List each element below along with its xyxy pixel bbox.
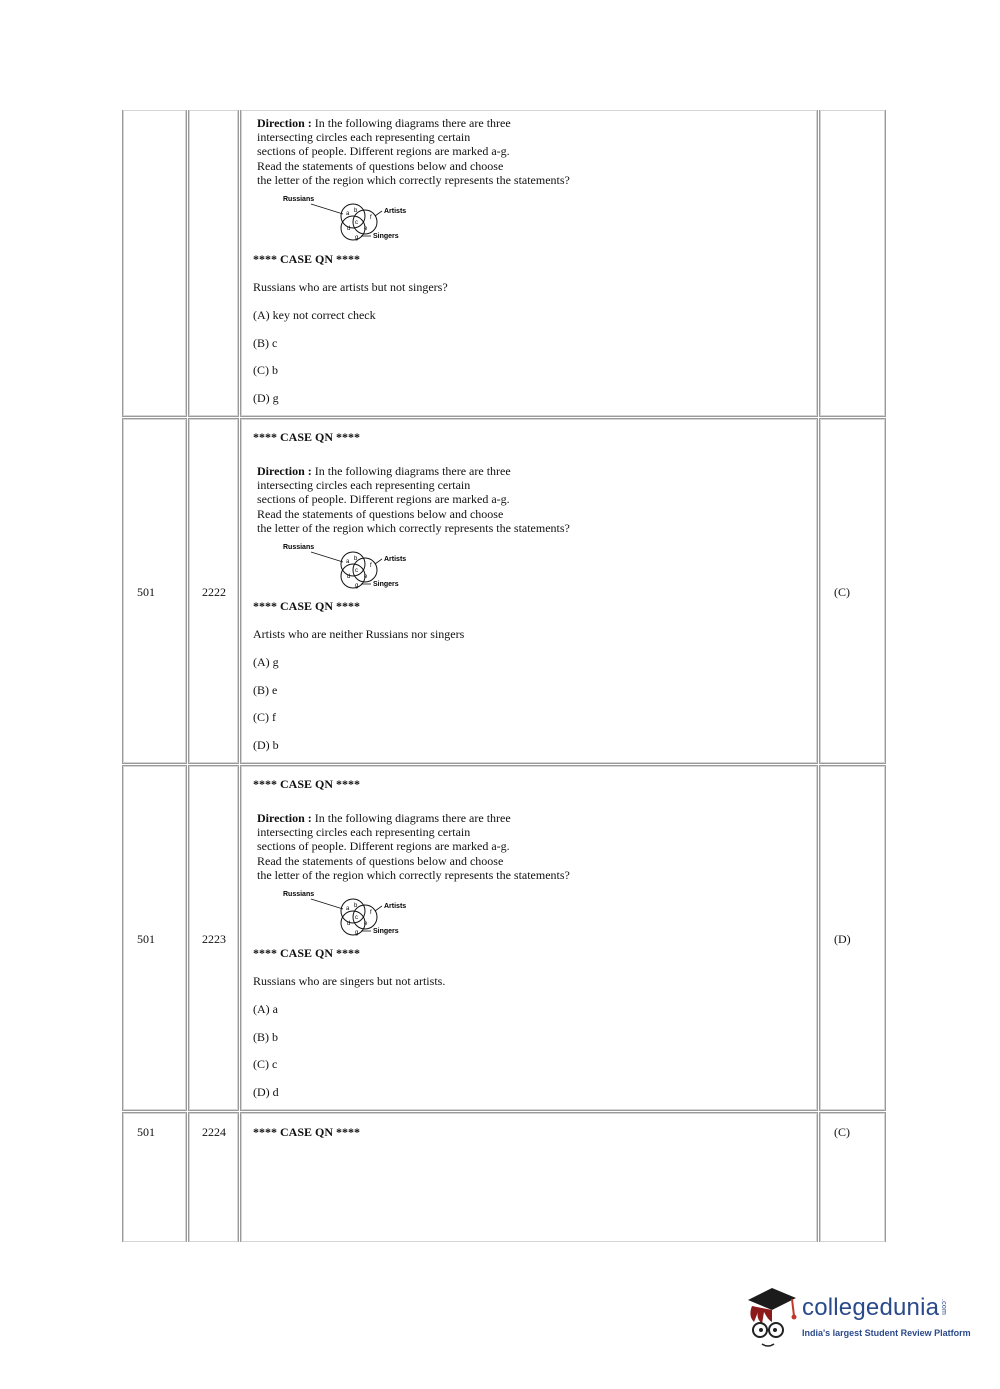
subject-code-cell	[122, 1112, 187, 1242]
svg-text:g: g	[355, 930, 359, 936]
svg-text:a: a	[346, 906, 350, 912]
question-number: 2224	[202, 1125, 226, 1139]
venn-label-artists: Artists	[384, 903, 407, 910]
case-marker: **** CASE QN ****	[253, 1125, 361, 1139]
mascot-icon	[742, 1282, 800, 1354]
question-row	[122, 1112, 886, 1242]
venn-label-artists: Artists	[384, 556, 407, 563]
collegedunia-logo	[742, 1282, 972, 1354]
question-text: Russians who are artists but not singers?	[253, 280, 448, 294]
svg-text:b: b	[354, 903, 358, 909]
option-a: (A) g	[253, 655, 279, 669]
venn-label-singers: Singers	[373, 581, 399, 588]
venn-label-russians: Russians	[283, 544, 315, 551]
question-number-cell	[188, 765, 239, 1111]
venn-diagram	[281, 192, 421, 252]
svg-text:b: b	[354, 556, 358, 562]
subject-code-cell	[122, 765, 187, 1111]
question-text: Artists who are neither Russians nor singers	[253, 627, 465, 641]
question-text: Russians who are singers but not artists.	[253, 974, 446, 988]
venn-diagram	[281, 540, 421, 600]
subject-code: 501	[137, 585, 155, 599]
svg-text:a: a	[346, 559, 350, 565]
question-number: 2223	[202, 932, 226, 946]
svg-text:e: e	[364, 226, 368, 232]
svg-text:f: f	[370, 563, 372, 569]
case-marker: **** CASE QN ****	[253, 777, 361, 791]
venn-label-artists: Artists	[384, 208, 407, 215]
question-row	[122, 418, 886, 764]
svg-text:a: a	[346, 211, 350, 217]
answer-key: (C)	[834, 585, 850, 599]
svg-text:b: b	[354, 208, 358, 214]
venn-label-singers: Singers	[373, 233, 399, 240]
case-marker: **** CASE QN ****	[253, 430, 361, 444]
answer-cell	[819, 418, 886, 764]
question-number-cell	[188, 418, 239, 764]
answer-cell	[819, 765, 886, 1111]
answer-key: (D)	[834, 932, 851, 946]
question-cell	[240, 765, 818, 1111]
svg-text:c: c	[355, 915, 358, 921]
answer-cell	[819, 1112, 886, 1242]
case-marker: **** CASE QN ****	[253, 599, 361, 613]
option-a: (A) a	[253, 1002, 278, 1016]
venn-label-singers: Singers	[373, 928, 399, 935]
svg-text:c: c	[355, 568, 358, 574]
svg-text:f: f	[370, 215, 372, 221]
venn-diagram	[281, 887, 421, 947]
option-d: (D) d	[253, 1085, 279, 1099]
option-d: (D) b	[253, 738, 279, 752]
question-row	[122, 765, 886, 1111]
svg-text:d: d	[347, 921, 351, 927]
question-cell	[240, 418, 818, 764]
option-c: (C) c	[253, 1057, 278, 1071]
brand-suffix: .com	[940, 1299, 948, 1315]
svg-text:g: g	[355, 583, 359, 589]
option-b: (B) e	[253, 683, 278, 697]
case-marker: **** CASE QN ****	[253, 252, 361, 266]
direction-text: Direction : In the following diagrams there are three intersecting circles each representing certain sections of people. Different regions are marked a-g. Read the statements of questions below and choose the letter of the region which correctly represents the statements?	[257, 116, 570, 187]
svg-text:d: d	[347, 574, 351, 580]
subject-code: 501	[137, 932, 155, 946]
direction-text: Direction : In the following diagrams there are three intersecting circles each representing certain sections of people. Different regions are marked a-g. Read the statements of questions below and choose the letter of the region which correctly represents the statements?	[257, 811, 570, 882]
question-number-cell	[188, 110, 239, 417]
question-cell	[240, 1112, 818, 1242]
option-b: (B) b	[253, 1030, 278, 1044]
question-cell	[240, 110, 818, 417]
question-number-cell	[188, 1112, 239, 1242]
venn-label-russians: Russians	[283, 196, 315, 203]
svg-text:e: e	[364, 574, 368, 580]
option-b: (B) c	[253, 336, 278, 350]
answer-cell	[819, 110, 886, 417]
svg-text:d: d	[347, 226, 351, 232]
question-number: 2222	[202, 585, 226, 599]
brand-name: collegedunia.com	[802, 1294, 948, 1321]
subject-code-cell	[122, 418, 187, 764]
question-row	[122, 110, 886, 417]
option-d: (D) g	[253, 391, 279, 405]
svg-text:f: f	[370, 910, 372, 916]
option-c: (C) b	[253, 363, 278, 377]
direction-text: Direction : In the following diagrams there are three intersecting circles each representing certain sections of people. Different regions are marked a-g. Read the statements of questions below and choose the letter of the region which correctly represents the statements?	[257, 464, 570, 535]
svg-text:e: e	[364, 921, 368, 927]
answer-key: (C)	[834, 1125, 850, 1139]
option-c: (C) f	[253, 710, 276, 724]
option-a: (A) key not correct check	[253, 308, 376, 322]
venn-label-russians: Russians	[283, 891, 315, 898]
svg-text:g: g	[355, 235, 359, 241]
svg-text:c: c	[355, 220, 358, 226]
brand-tagline: India's largest Student Review Platform	[802, 1328, 971, 1338]
case-marker: **** CASE QN ****	[253, 946, 361, 960]
subject-code: 501	[137, 1125, 155, 1139]
subject-code-cell	[122, 110, 187, 417]
